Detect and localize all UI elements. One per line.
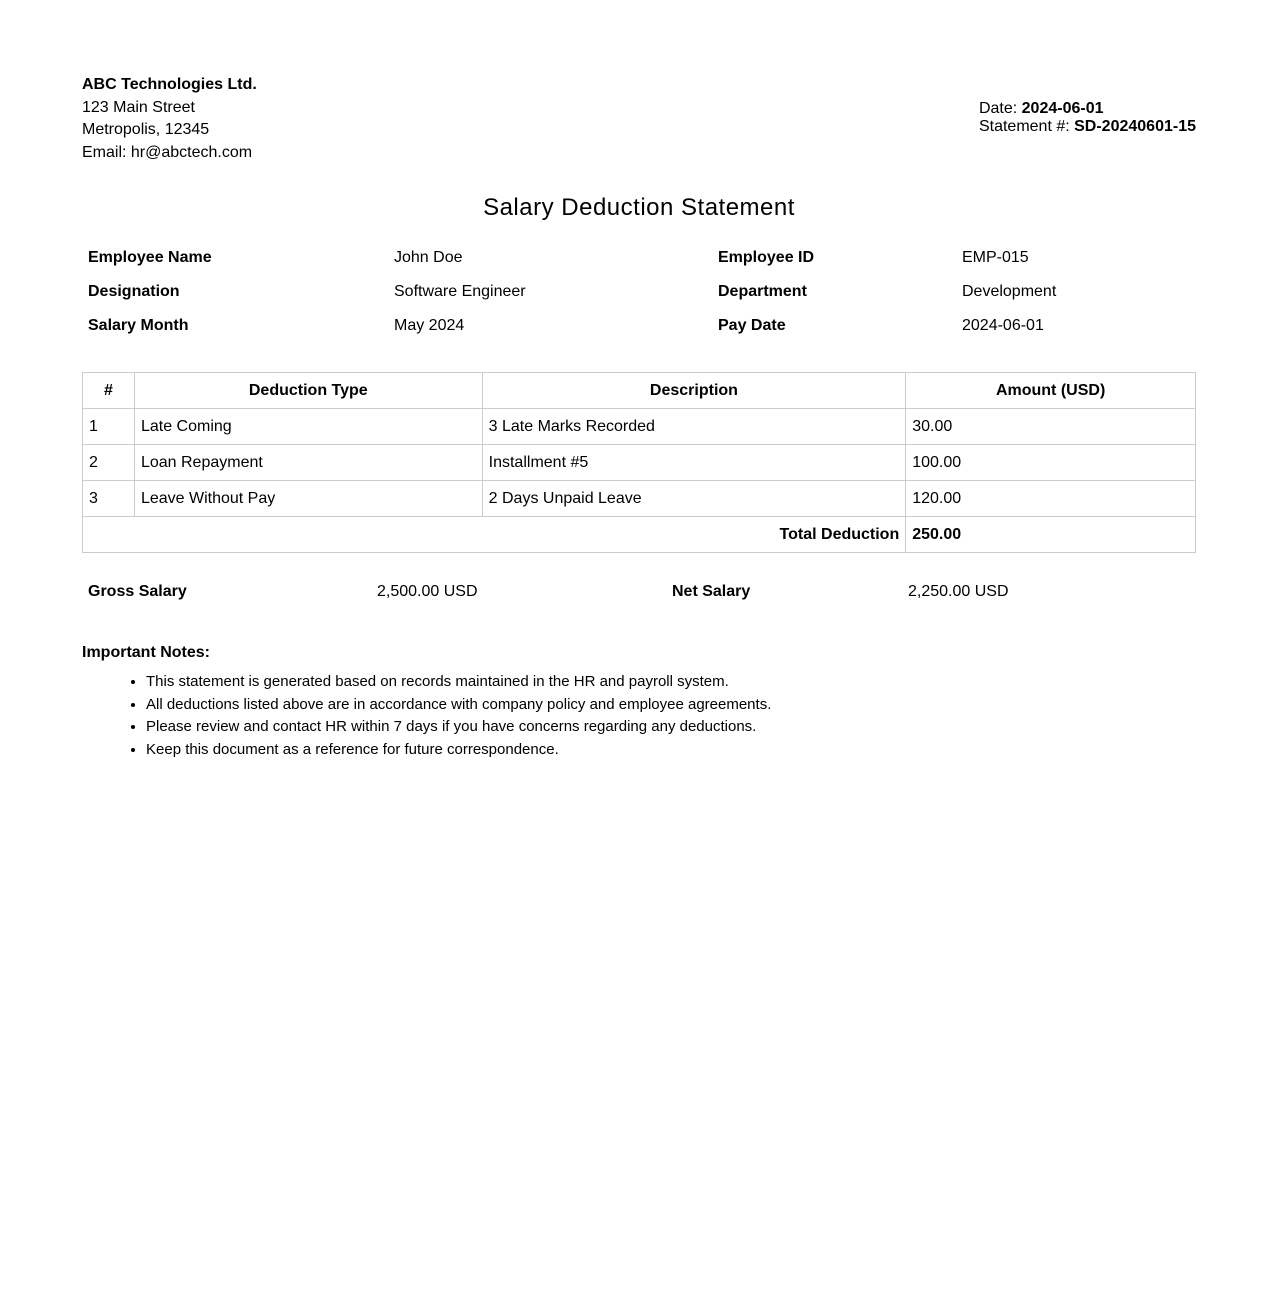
net-salary-value: 2,250.00 USD xyxy=(908,583,1009,600)
statement-number-value: SD-20240601-15 xyxy=(1074,118,1196,135)
pay-date-value: 2024-06-01 xyxy=(962,317,1044,334)
salary-month-value: May 2024 xyxy=(394,317,465,334)
column-header-description: Description xyxy=(482,373,906,409)
salary-month-label: Salary Month xyxy=(88,317,189,334)
employee-info-row xyxy=(82,309,1196,343)
pay-date-label: Pay Date xyxy=(718,317,786,334)
company-street: 123 Main Street xyxy=(82,98,195,116)
total-deduction-label: Total Deduction xyxy=(83,517,906,553)
statement-meta xyxy=(979,100,1196,136)
notes-list xyxy=(82,671,1196,761)
company-name: ABC Technologies Ltd. xyxy=(82,76,257,93)
column-header-number: # xyxy=(83,373,135,409)
employee-info-row xyxy=(82,275,1196,309)
row-type: Late Coming xyxy=(134,409,482,445)
department-value: Development xyxy=(962,283,1057,300)
row-description: Installment #5 xyxy=(482,445,906,481)
department-label: Department xyxy=(718,283,807,300)
row-description: 3 Late Marks Recorded xyxy=(482,409,906,445)
document-header xyxy=(82,74,1196,174)
net-salary-label: Net Salary xyxy=(672,583,751,600)
date-line xyxy=(979,100,1196,118)
date-label: Date: xyxy=(978,100,1018,117)
row-description: 2 Days Unpaid Leave xyxy=(482,481,906,517)
deductions-table xyxy=(82,372,1196,553)
row-amount: 120.00 xyxy=(906,481,1196,517)
table-row xyxy=(83,481,1196,517)
statement-number-line xyxy=(979,118,1196,136)
employee-name-value: John Doe xyxy=(394,249,463,266)
row-type: Leave Without Pay xyxy=(134,481,482,517)
designation-label: Designation xyxy=(88,283,180,300)
notes-heading: Important Notes: xyxy=(82,644,210,661)
row-amount: 30.00 xyxy=(906,409,1196,445)
employee-name-label: Employee Name xyxy=(88,249,212,266)
company-info xyxy=(82,74,257,164)
statement-page xyxy=(82,74,1196,758)
total-deduction-value: 250.00 xyxy=(906,517,1196,553)
row-number: 3 xyxy=(83,481,135,517)
employee-info-row xyxy=(82,241,1196,275)
gross-salary-label: Gross Salary xyxy=(88,583,187,600)
summary-row xyxy=(82,575,1196,609)
row-type: Loan Repayment xyxy=(134,445,482,481)
gross-salary-value: 2,500.00 USD xyxy=(377,583,478,600)
list-item: • All deductions listed above are in accordance with company policy and employee agreements. xyxy=(146,694,1196,717)
company-city: Metropolis, 12345 xyxy=(82,121,210,138)
column-header-amount: Amount (USD) xyxy=(906,373,1196,409)
company-email: Email: hr@abctech.com xyxy=(82,143,253,161)
column-header-type: Deduction Type xyxy=(134,373,482,409)
statement-number-label: Statement #: xyxy=(978,118,1070,135)
table-row xyxy=(83,445,1196,481)
list-item: • This statement is generated based on records maintained in the HR and payroll system. xyxy=(146,671,1196,694)
total-row xyxy=(83,517,1196,553)
date-value: 2024-06-01 xyxy=(1021,100,1104,117)
deductions-header-row xyxy=(83,373,1196,409)
row-number: 1 xyxy=(83,409,135,445)
employee-info-table xyxy=(82,241,1196,343)
salary-summary-table xyxy=(82,575,1196,609)
employee-id-value: EMP-015 xyxy=(962,249,1029,266)
table-row xyxy=(83,409,1196,445)
row-amount: 100.00 xyxy=(906,445,1196,481)
list-item: • Keep this document as a reference for future correspondence. xyxy=(146,739,1196,762)
designation-value: Software Engineer xyxy=(394,283,526,300)
list-item: • Please review and contact HR within 7 days if you have concerns regarding any deductions. xyxy=(146,716,1196,739)
document-title: Salary Deduction Statement xyxy=(483,194,795,221)
important-notes xyxy=(82,644,1196,761)
row-number: 2 xyxy=(83,445,135,481)
employee-id-label: Employee ID xyxy=(718,249,815,266)
